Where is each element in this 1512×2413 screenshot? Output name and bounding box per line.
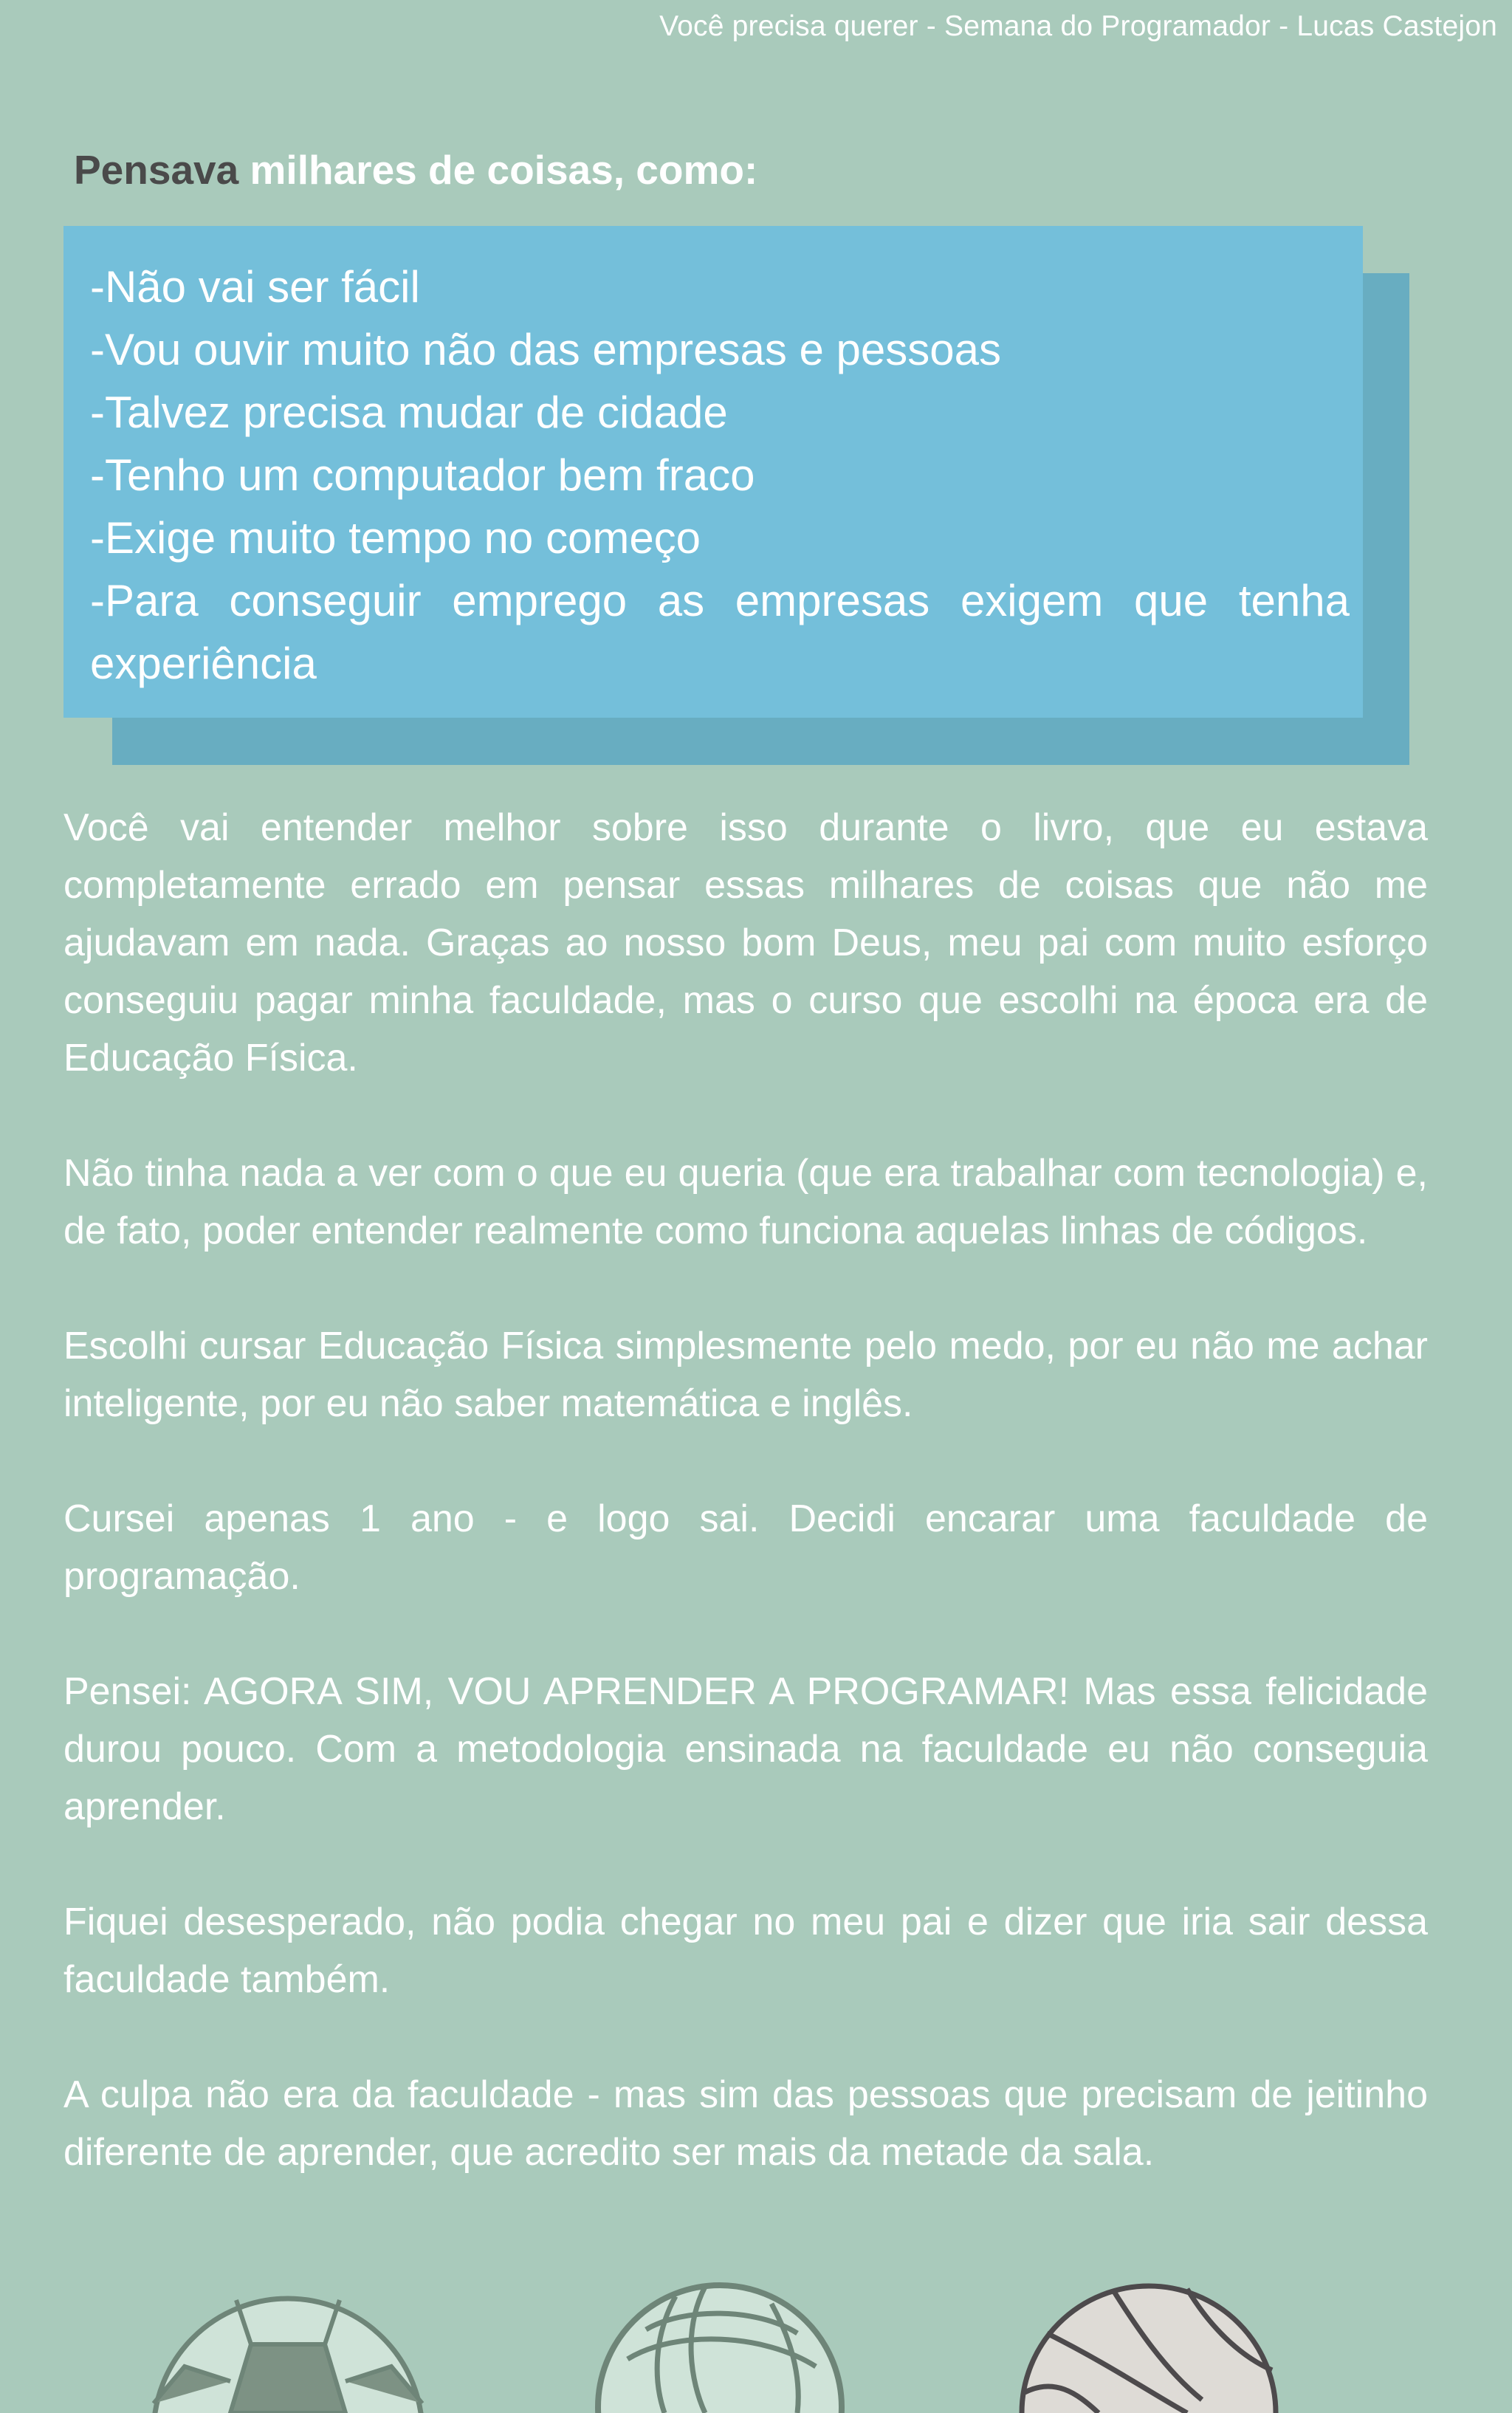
heading-rest: milhares de coisas, como:	[250, 147, 758, 193]
paragraph: Pensei: AGORA SIM, VOU APRENDER A PROGRAMAR! Mas essa felicidade durou pouco. Com a metodologia ensinada na faculdade eu não conseguia aprender.	[63, 1670, 1428, 1828]
callout-box	[63, 226, 1363, 718]
section-heading	[74, 146, 757, 193]
list-item: -Para conseguir emprego as empresas exigem que tenha experiência	[90, 576, 1350, 688]
list-item: -Exige muito tempo no começo	[90, 513, 701, 563]
concerns-list	[90, 255, 1350, 695]
paragraph: Não tinha nada a ver com o que eu queria (que era trabalhar com tecnologia) e, de fato, poder entender realmente como funciona aquelas linhas de códigos.	[63, 1152, 1428, 1252]
paragraph: Cursei apenas 1 ano - e logo sai. Decidi encarar uma faculdade de programação.	[63, 1497, 1428, 1598]
heading-emphasis: Pensava	[74, 147, 239, 193]
list-item: -Talvez precisa mudar de cidade	[90, 388, 728, 437]
soccer-ball-icon	[148, 2293, 428, 2413]
list-item: -Tenho um computador bem fraco	[90, 450, 755, 500]
paragraph: Fiquei desesperado, não podia chegar no meu pai e dizer que iria sair dessa faculdade também.	[63, 1901, 1428, 2001]
body-text	[63, 799, 1428, 2239]
list-item: -Vou ouvir muito não das empresas e pessoas	[90, 325, 1002, 374]
basketball-icon	[1017, 2282, 1280, 2413]
page-header: Você precisa querer - Semana do Programador - Lucas Castejon	[659, 10, 1497, 42]
paragraph: Você vai entender melhor sobre isso durante o livro, que eu estava completamente errado em pensar essas milhares de coisas que não me ajudavam em nada. Graças ao nosso bom Deus, meu pai com muito esforço conseguiu pagar minha faculdade, mas o curso que escolhi na época era de Educação Física.	[63, 806, 1428, 1080]
paragraph: A culpa não era da faculdade - mas sim das pessoas que precisam de jeitinho diferente de aprender, que acredito ser mais da metade da sala.	[63, 2073, 1428, 2174]
paragraph: Escolhi cursar Educação Física simplesmente pelo medo, por eu não me achar inteligente, por eu não saber matemática e inglês.	[63, 1325, 1428, 1425]
volleyball-icon	[594, 2278, 845, 2413]
list-item: -Não vai ser fácil	[90, 262, 420, 312]
